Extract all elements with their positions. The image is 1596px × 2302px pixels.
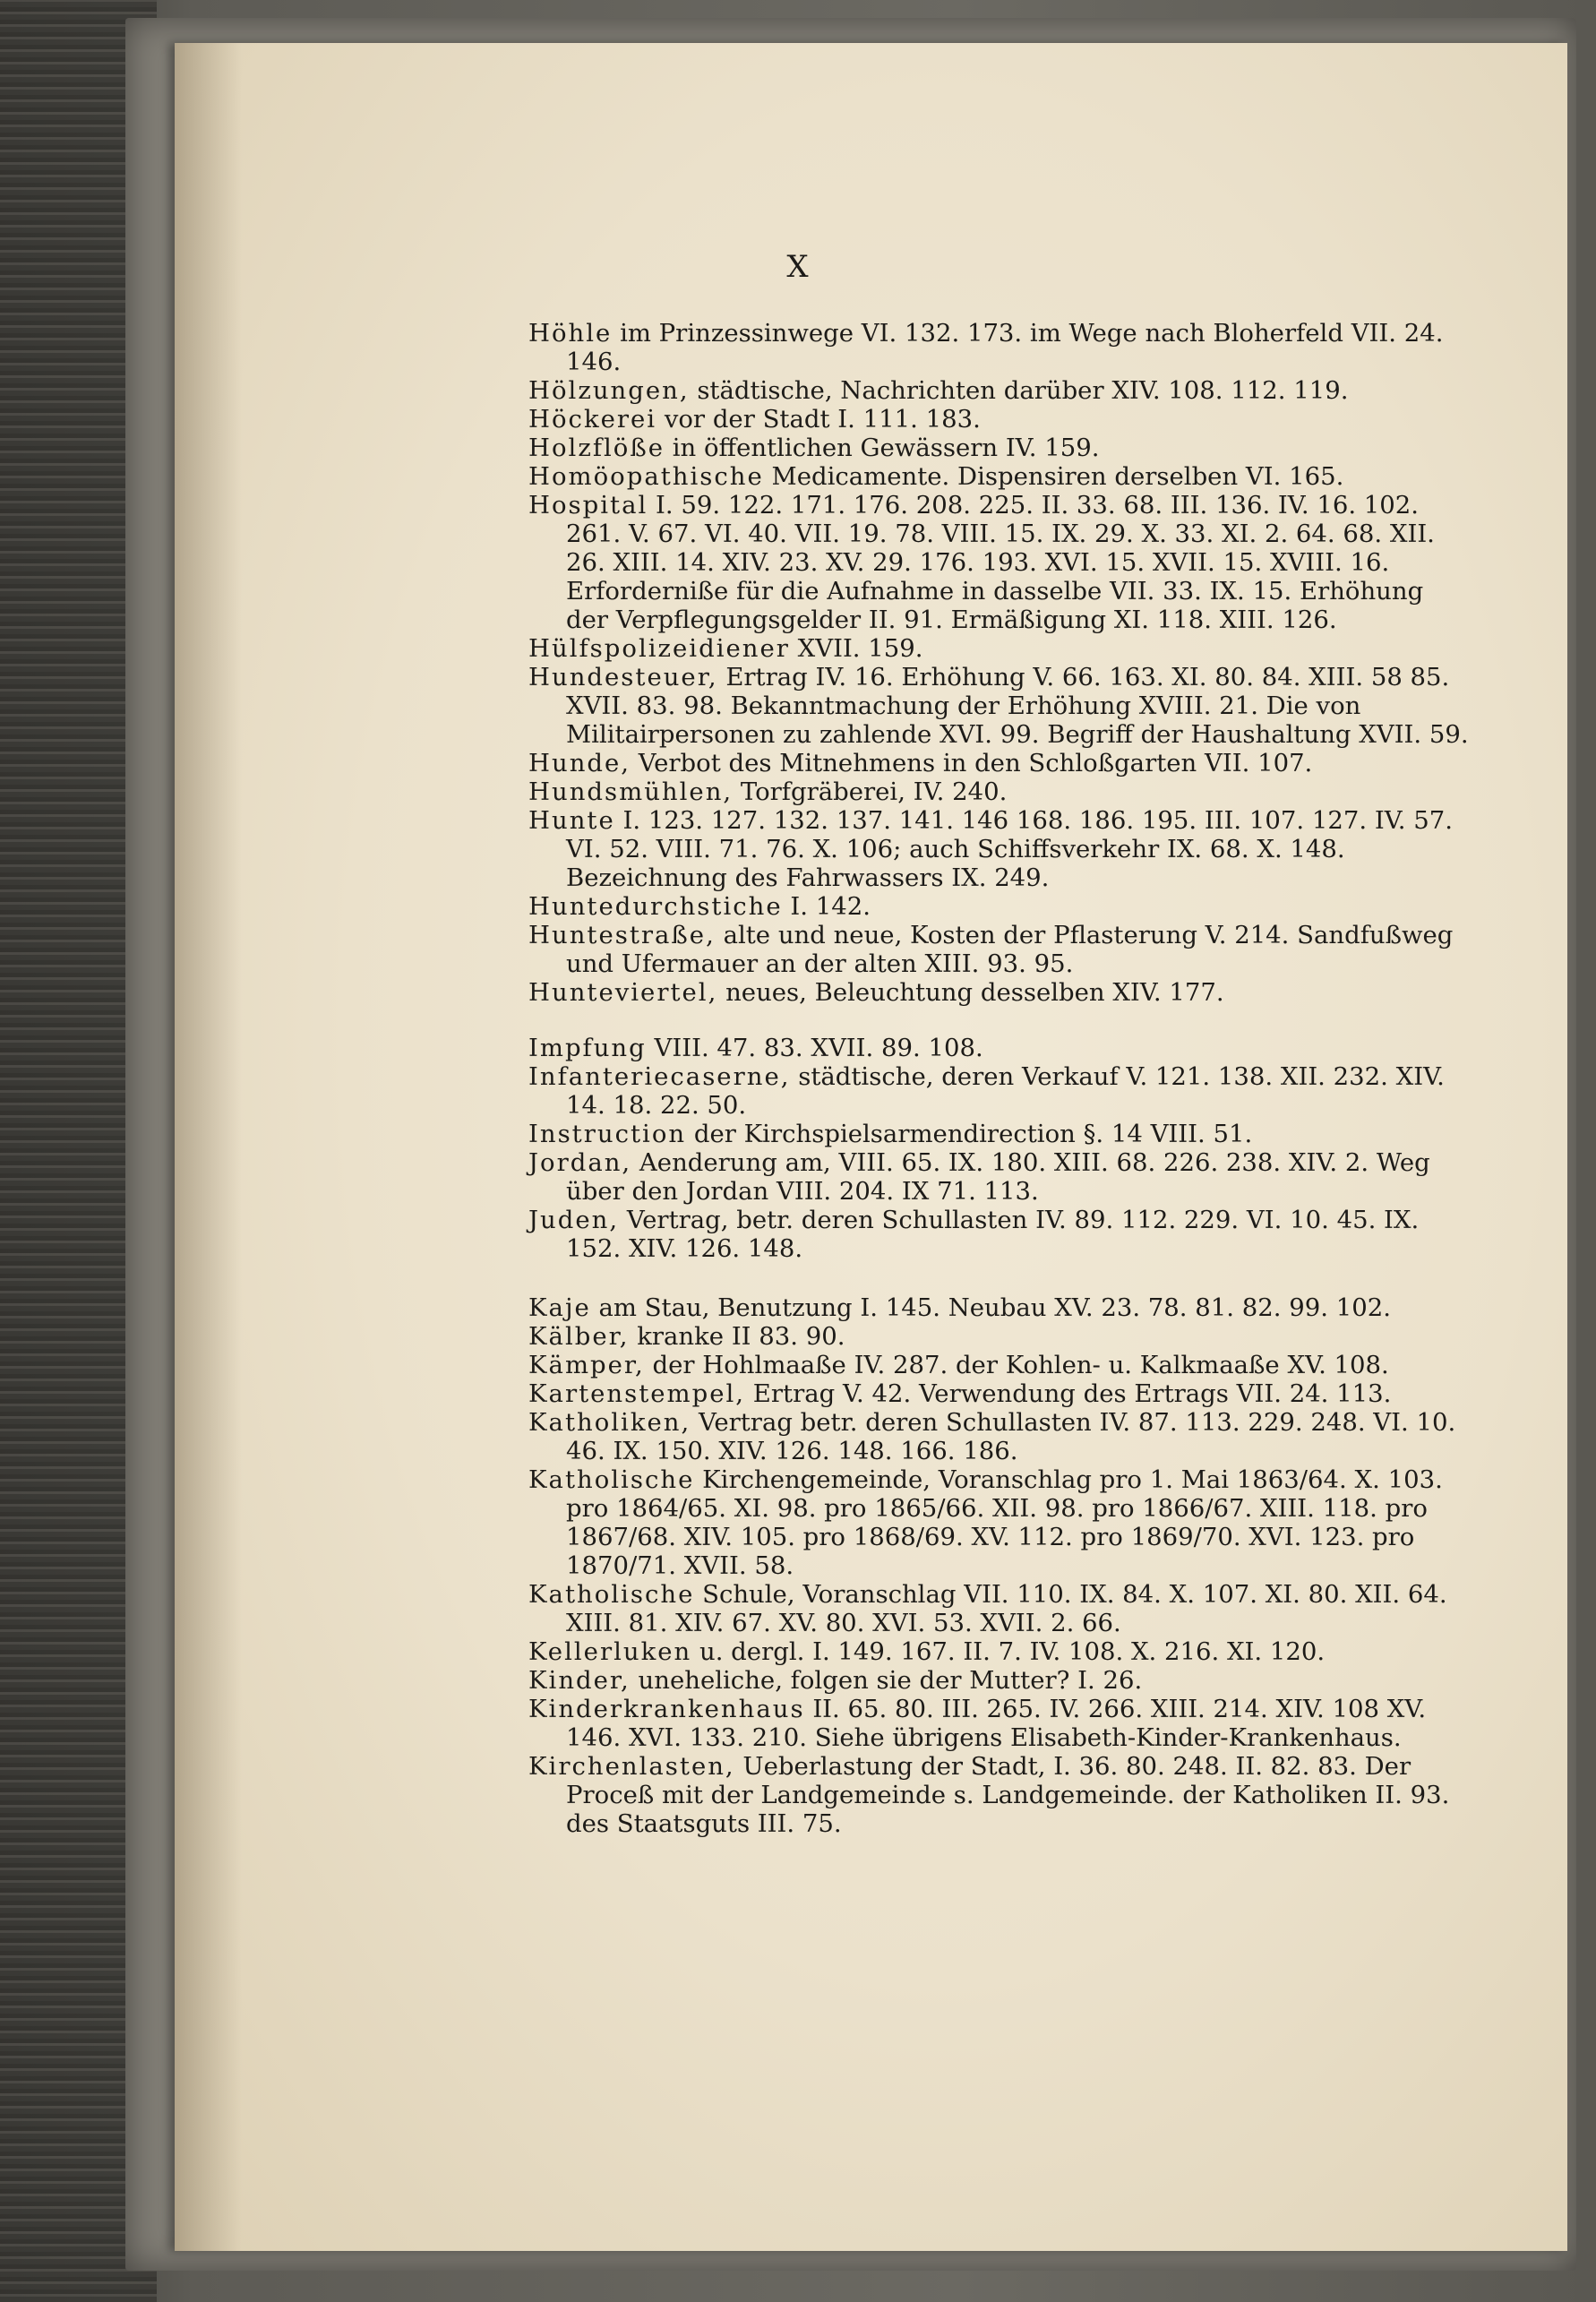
index-term: Hunte: [528, 806, 615, 835]
index-references: I. 123. 127. 132. 137. 141. 146 168. 186. 195. III. 107. 127. IV. 57. VI. 52. VIII. 71. 76. X. 106; auch Schiffsverkehr IX. 68. X. 148. Bezeichnung des Fahrwassers IX. 249.: [566, 806, 1453, 892]
index-entry: [528, 749, 1469, 777]
index-references: städtische, Nachrichten darüber XIV. 108. 112. 119.: [689, 376, 1349, 405]
index-references: XVII. 159.: [789, 634, 923, 663]
index-term: Juden,: [528, 1206, 620, 1234]
index-term: Kämper,: [528, 1351, 645, 1379]
index-term: Kirchenlasten,: [528, 1752, 735, 1781]
index-entry: [528, 777, 1469, 806]
index-references: u. dergl. I. 149. 167. II. 7. IV. 108. X. 216. XI. 120.: [691, 1637, 1326, 1666]
index-term: Kälber,: [528, 1322, 630, 1351]
index-entry: [528, 405, 1469, 434]
index-entry: [528, 1637, 1469, 1666]
index-term: Kinderkrankenhaus: [528, 1695, 805, 1723]
index-entry: [528, 1206, 1469, 1263]
index-references: I. 59. 122. 171. 176. 208. 225. II. 33. 68. III. 136. IV. 16. 102. 261. V. 67. VI. 40. VII. 19. 78. VIII. 15. IX. 29. X. 33. XI. 2. 64. 68. XII. 26. XIII. 14. XIV. 23. XV. 29. 176. 193. XVI. 15. XVII. 15. XVIII. 16. Erforderniße für die Aufnahme in dasselbe VII. 33. IX. 15. Erhöhung der Verpflegungsgelder II. 91. Ermäßigung XI. 118. XIII. 126.: [566, 491, 1435, 634]
index-term: Hunteviertel,: [528, 978, 718, 1007]
index-text: [528, 319, 1469, 1838]
index-references: Verbot des Mitnehmens in den Schloßgarten VII. 107.: [631, 749, 1313, 777]
index-references: Vertrag betr. deren Schullasten IV. 87. 113. 229. 248. VI. 10. 46. IX. 150. XIV. 126. 148. 166. 186.: [566, 1408, 1456, 1465]
index-term: Hundsmühlen,: [528, 777, 734, 806]
index-entry: [528, 1752, 1469, 1838]
index-entry: [528, 1034, 1469, 1062]
index-references: Aenderung am, VIII. 65. IX. 180. XIII. 68. 226. 238. XIV. 2. Weg über den Jordan VIII. 204. IX 71. 113.: [566, 1148, 1430, 1206]
index-term: Kaje: [528, 1293, 591, 1322]
index-references: im Prinzessinwege VI. 132. 173. im Wege nach Bloherfeld VII. 24. 146.: [566, 319, 1444, 376]
index-entry: [528, 921, 1469, 978]
index-entry: [528, 1379, 1469, 1408]
index-term: Hundesteuer,: [528, 663, 718, 691]
index-term: Kinder,: [528, 1666, 631, 1695]
index-entry: [528, 434, 1469, 462]
index-entry: [528, 1580, 1469, 1637]
index-term: Impfung: [528, 1034, 647, 1062]
index-references: kranke II 83. 90.: [629, 1322, 845, 1351]
index-references: alte und neue, Kosten der Pflasterung V. 214. Sandfußweg und Ufermauer an der alten XIII. 93. 95.: [566, 921, 1454, 978]
index-entry: [528, 491, 1469, 634]
index-entry: [528, 892, 1469, 921]
index-references: VIII. 47. 83. XVII. 89. 108.: [646, 1034, 983, 1062]
index-term: Homöopathische: [528, 462, 764, 491]
index-entry: [528, 663, 1469, 749]
index-entry: [528, 376, 1469, 405]
index-references: am Stau, Benutzung I. 145. Neubau XV. 23. 78. 81. 82. 99. 102.: [590, 1293, 1391, 1322]
section-gap: [528, 1007, 1469, 1034]
index-term: Infanteriecaserne,: [528, 1062, 791, 1091]
index-term: Kellerluken: [528, 1637, 692, 1666]
index-entry: [528, 462, 1469, 491]
index-references: II. 65. 80. III. 265. IV. 266. XIII. 214. XIV. 108 XV. 146. XVI. 133. 210. Siehe übrigens Elisabeth-Kinder-Krankenhaus.: [566, 1695, 1427, 1752]
index-term: Instruction: [528, 1120, 687, 1148]
index-references: der Kirchspielsarmendirection §. 14 VIII. 51.: [686, 1120, 1253, 1148]
index-entry: [528, 1465, 1469, 1580]
index-entry: [528, 1666, 1469, 1695]
index-entry: [528, 1351, 1469, 1379]
index-term: Hospital: [528, 491, 648, 520]
index-term: Hunde,: [528, 749, 631, 777]
index-term: Höckerei: [528, 405, 657, 434]
index-entry: [528, 1062, 1469, 1120]
index-entry: [528, 319, 1469, 376]
index-references: in öffentlichen Gewässern IV. 159.: [665, 434, 1100, 462]
index-references: Ueberlastung der Stadt, I. 36. 80. 248. II. 82. 83. Der Proceß mit der Landgemeinde s. Landgemeinde. der Katholiken II. 93. des Staatsguts III. 75.: [566, 1752, 1450, 1838]
index-references: städtische, deren Verkauf V. 121. 138. XII. 232. XIV. 14. 18. 22. 50.: [566, 1062, 1445, 1120]
index-references: uneheliche, folgen sie der Mutter? I. 26.: [630, 1666, 1143, 1695]
section-gap: [528, 1263, 1469, 1293]
index-references: Ertrag V. 42. Verwendung des Ertrags VII. 24. 113.: [745, 1379, 1392, 1408]
index-references: Torfgräberei, IV. 240.: [733, 777, 1008, 806]
index-references: Kirchengemeinde, Voranschlag pro 1. Mai 1863/64. X. 103. pro 1864/65. XI. 98. pro 1865/66. XII. 98. pro 1866/67. XIII. 118. pro 1867/68. XIV. 105. pro 1868/69. XV. 112. pro 1869/70. XVI. 123. pro 1870/71. XVII. 58.: [566, 1465, 1443, 1580]
index-term: Katholische: [528, 1465, 695, 1494]
index-entry: [528, 1322, 1469, 1351]
index-term: Hölzungen,: [528, 376, 690, 405]
index-term: Holzflöße: [528, 434, 665, 462]
page-gutter-shadow: [175, 43, 242, 2251]
index-entry: [528, 1695, 1469, 1752]
index-references: I. 142.: [782, 892, 871, 921]
index-entry: [528, 1148, 1469, 1206]
index-term: Jordan,: [528, 1148, 632, 1177]
index-references: Ertrag IV. 16. Erhöhung V. 66. 163. XI. 80. 84. XIII. 58 85. XVII. 83. 98. Bekanntmachung der Erhöhung XVIII. 21. Die von Militairpersonen zu zahlende XVI. 99. Begriff der Haushaltung XVII. 59.: [566, 663, 1469, 749]
index-entry: [528, 634, 1469, 663]
index-entry: [528, 806, 1469, 892]
index-entry: [528, 978, 1469, 1007]
index-term: Katholiken,: [528, 1408, 691, 1437]
page-number: X: [786, 249, 810, 285]
index-term: Hülfspolizeidiener: [528, 634, 790, 663]
index-term: Kartenstempel,: [528, 1379, 746, 1408]
index-references: neues, Beleuchtung desselben XIV. 177.: [717, 978, 1224, 1007]
index-term: Huntestraße,: [528, 921, 716, 949]
index-references: Medicamente. Dispensiren derselben VI. 165.: [763, 462, 1344, 491]
index-entry: [528, 1408, 1469, 1465]
index-term: Katholische: [528, 1580, 695, 1609]
index-entry: [528, 1120, 1469, 1148]
index-term: Höhle: [528, 319, 613, 348]
index-references: Vertrag, betr. deren Schullasten IV. 89. 112. 229. VI. 10. 45. IX. 152. XIV. 126. 148.: [566, 1206, 1420, 1263]
index-entry: [528, 1293, 1469, 1322]
index-references: Schule, Voranschlag VII. 110. IX. 84. X. 107. XI. 80. XII. 64. XIII. 81. XIV. 67. XV. 80. XVI. 53. XVII. 2. 66.: [566, 1580, 1447, 1637]
index-references: vor der Stadt I. 111. 183.: [656, 405, 981, 434]
index-term: Huntedurchstiche: [528, 892, 783, 921]
index-references: der Hohlmaaße IV. 287. der Kohlen- u. Kalkmaaße XV. 108.: [644, 1351, 1389, 1379]
